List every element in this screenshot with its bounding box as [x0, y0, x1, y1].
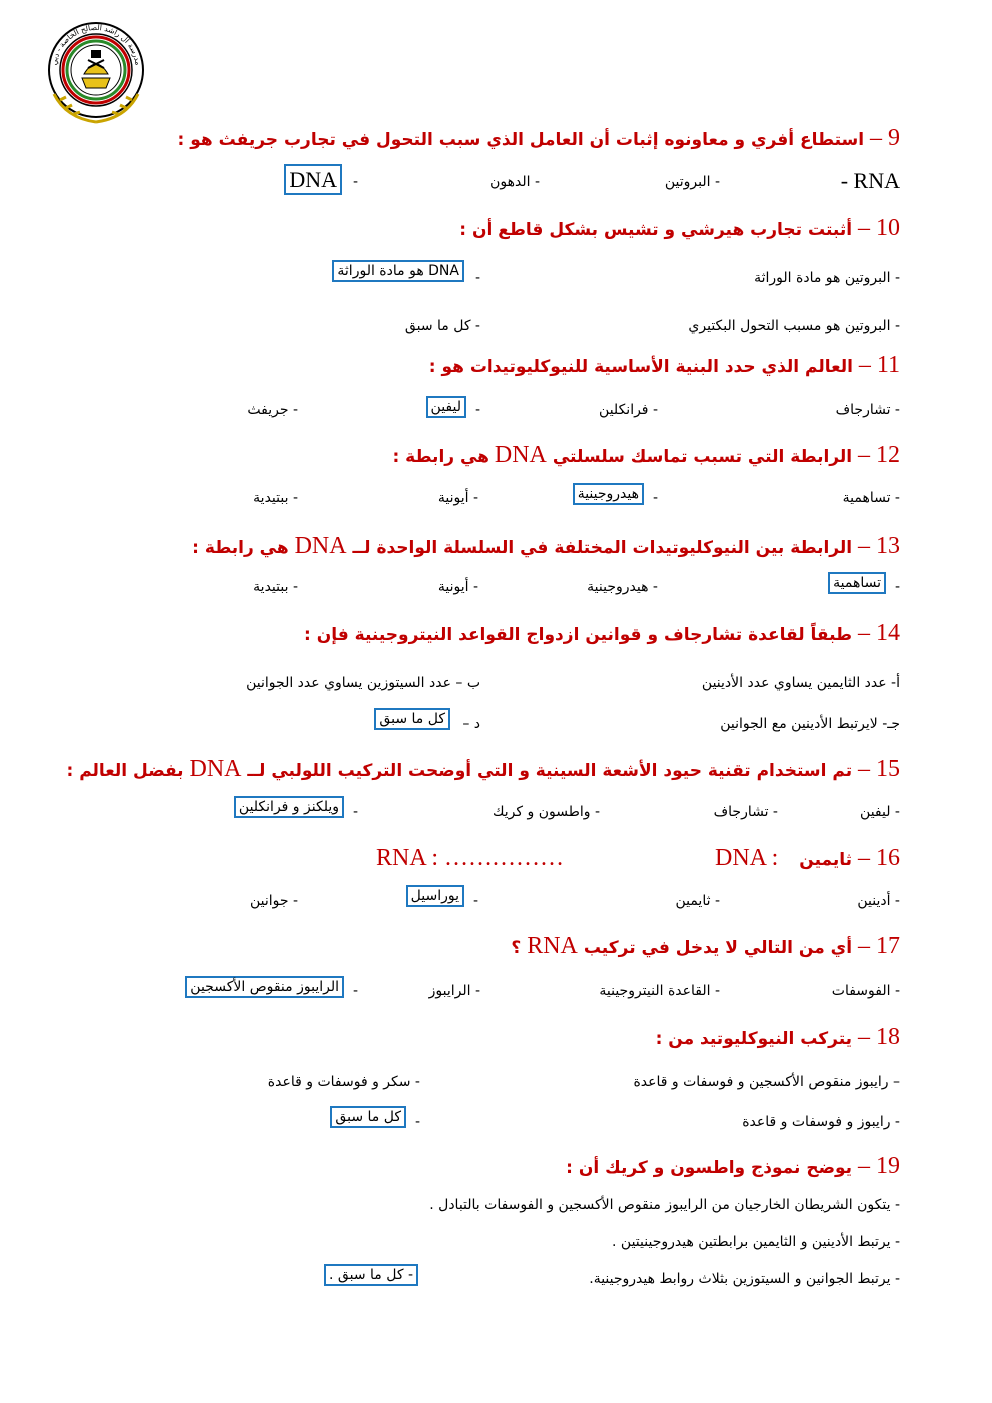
question-16-option-3-correct[interactable]: يوراسيل — [406, 888, 464, 904]
question-16-title: 16 – ثايمين — [799, 845, 900, 871]
question-9-option-2[interactable]: - البروتين — [664, 174, 720, 190]
question-18-option-1[interactable]: – رايبوز منقوص الأكسجين و فوسفات و قاعدة — [633, 1074, 900, 1090]
svg-text:مدرسة آل راشد الصالح الخاصة -: مدرسة آل راشد الصالح الخاصة - دبي — [49, 22, 143, 66]
question-13-option-4[interactable]: - ببتيدية — [253, 579, 298, 595]
question-12-option-2-correct[interactable]: هيدروجينية — [573, 486, 644, 502]
question-14-option-b[interactable]: ب – عدد السيتوزين يساوي عدد الجوانين — [246, 675, 480, 691]
question-18-option-3[interactable]: - رايبوز و فوسفات و قاعدة — [742, 1114, 900, 1130]
question-15-option-1[interactable]: - ليفين — [860, 804, 900, 820]
question-18-option-4-correct[interactable]: كل ما سبق — [330, 1109, 406, 1125]
question-16-option-3-dash: - — [472, 893, 478, 909]
question-10-option-1[interactable]: - البروتين هو مادة الوراثة — [754, 270, 900, 286]
question-10-option-4[interactable]: - كل ما سبق — [404, 318, 480, 334]
question-11-option-1[interactable]: - تشارجاف — [835, 402, 900, 418]
question-18-option-2[interactable]: - سكر و فوسفات و قاعدة — [267, 1074, 420, 1090]
question-9-option-3[interactable]: - الدهون — [490, 174, 540, 190]
question-15-option-4-correct[interactable]: ويلكنز و فرانكلين — [234, 799, 344, 815]
question-19-option-1[interactable]: - يتكون الشريطان الخارجيان من الرايبوز منقوص الأكسجين و الفوسفات بالتبادل . — [429, 1197, 900, 1213]
question-15-title: 15 – تم استخدام تقنية حيود الأشعة السينية و التي أوضحت التركيب اللولبي لــ DNA بفضل العالم : — [66, 756, 900, 782]
question-14-option-c[interactable]: جـ- لايرتبط الأدينين مع الجوانين — [720, 716, 900, 732]
question-13-option-3[interactable]: - أيونية — [437, 579, 478, 595]
question-13-option-2[interactable]: - هيدروجينية — [587, 579, 658, 595]
question-10-title: 10 – أثبتت تجارب هيرشي و تشيس بشكل قاطع أن : — [459, 215, 900, 241]
question-16-dna-label: DNA : — [715, 845, 779, 871]
question-9-option-1[interactable]: RNA - — [840, 168, 900, 193]
question-16-option-2[interactable]: - ثايمين — [675, 893, 720, 909]
question-11-option-4[interactable]: - جريفث — [247, 402, 298, 418]
question-13-title: 13 – الرابطة بين النيوكليوتيدات المختلفة في السلسلة الواحدة لــ DNA هي رابطة : — [192, 533, 900, 559]
question-10-option-2-dash: - — [474, 270, 480, 286]
question-14-option-d-label: د – — [462, 716, 480, 732]
question-17-option-4-dash: - — [352, 983, 358, 999]
question-12-title: 12 – الرابطة التي تسبب تماسك سلسلتي DNA هي رابطة : — [392, 442, 900, 468]
question-15-option-4-dash: - — [352, 804, 358, 820]
question-12-option-1[interactable]: - تساهمية — [842, 490, 900, 506]
question-14-option-d-correct[interactable]: كل ما سبق — [374, 711, 450, 727]
question-16-rna-blank: RNA : …………… — [376, 845, 565, 871]
question-14-title: 14 – طبقاً لقاعدة تشارجاف و قوانين ازدواج القواعد النيتروجينية فإن : — [304, 620, 900, 646]
question-16-option-4[interactable]: - جوانين — [249, 893, 298, 909]
question-17-option-3[interactable]: - الرايبوز — [428, 983, 480, 999]
question-number: 9 – — [870, 125, 900, 151]
question-19-option-3[interactable]: - يرتبط الجوانين و السيتوزين بثلاث روابط هيدروجينية. — [589, 1271, 900, 1287]
question-15-option-3[interactable]: - واطسون و كريك — [492, 804, 600, 820]
question-11-title: 11 – العالم الذي حدد البنية الأساسية للنيوكليوتيدات هو : — [428, 352, 900, 378]
question-11-option-3-dash: - — [474, 402, 480, 418]
question-9-option-4-dash: - — [352, 174, 358, 190]
question-17-option-2[interactable]: - القاعدة النيتروجينية — [599, 983, 720, 999]
question-16-option-1[interactable]: - أدينين — [857, 893, 900, 909]
question-18-title: 18 – يتركب النيوكليوتيد من : — [655, 1024, 900, 1050]
question-9-title — [178, 125, 900, 152]
question-10-option-2-correct[interactable]: DNA هو مادة الوراثة — [332, 263, 464, 279]
question-11-option-2[interactable]: - فرانكلين — [599, 402, 658, 418]
question-14-option-a[interactable]: أ- عدد الثايمين يساوي عدد الأدينين — [701, 675, 900, 691]
question-9-option-4-correct[interactable]: DNA — [284, 167, 342, 193]
question-12-option-3[interactable]: - أيونية — [437, 490, 478, 506]
question-19-option-4-correct[interactable]: - كل ما سبق . — [324, 1267, 418, 1283]
question-11-option-3-correct[interactable]: ليفين — [426, 399, 466, 415]
question-19-option-2[interactable]: - يرتبط الأدينين و الثايمين برابطتين هيدروجينيتين . — [612, 1234, 900, 1250]
question-19-title: 19 – يوضح نموذج واطسون و كريك أن : — [566, 1153, 900, 1179]
question-18-option-4-dash: - — [414, 1114, 420, 1130]
question-13-option-1-correct[interactable]: تساهمية — [828, 575, 886, 591]
question-text: استطاع أفري و معاونوه إثبات أن العامل الذي سبب التحول في تجارب جريفث هو : — [177, 130, 865, 150]
question-12-option-4[interactable]: - ببتيدية — [253, 490, 298, 506]
question-17-title: 17 – أي من التالي لا يدخل في تركيب RNA ؟ — [511, 933, 900, 959]
question-17-option-1[interactable]: - الفوسفات — [831, 983, 900, 999]
question-15-option-2[interactable]: - تشارجاف — [713, 804, 778, 820]
question-13-option-1-dash: - — [894, 579, 900, 595]
question-12-option-2-dash: - — [652, 490, 658, 506]
school-seal-icon — [44, 14, 148, 132]
school-logo — [44, 14, 148, 132]
question-10-option-3[interactable]: - البروتين هو مسبب التحول البكتيري — [688, 318, 900, 334]
question-17-option-4-correct[interactable]: الرايبوز منقوص الأكسجين — [185, 979, 344, 995]
